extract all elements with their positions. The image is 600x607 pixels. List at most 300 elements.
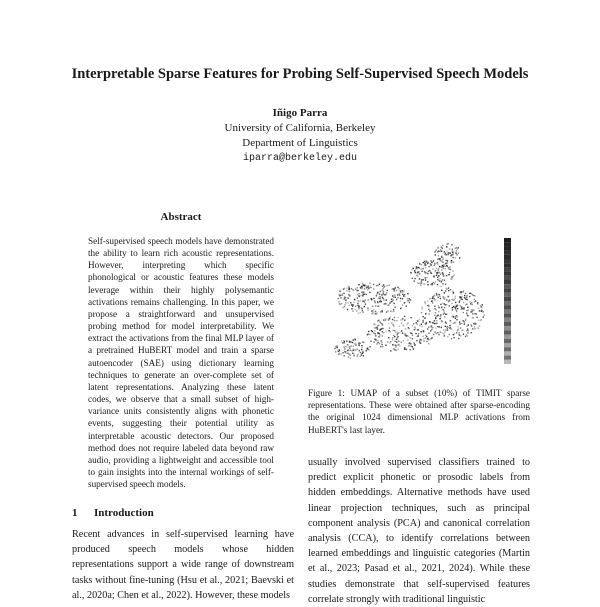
umap-point: [365, 299, 366, 300]
umap-point: [396, 341, 397, 342]
umap-point: [362, 311, 363, 312]
umap-point: [362, 353, 363, 354]
umap-point: [410, 343, 411, 344]
umap-point: [352, 306, 353, 307]
umap-point: [444, 292, 445, 293]
umap-point: [357, 305, 358, 306]
umap-point: [427, 284, 428, 285]
umap-point: [449, 325, 450, 326]
umap-point: [441, 251, 442, 252]
introduction-text-left: Recent advances in self-supervised learning have produced speech models whose hidden representations support a wide range of downstream tasks without fine-tuning (Hsu et al., 2021; Baevski et al., 2020a; Chen et al., 2022). However, these models: [72, 529, 294, 601]
umap-point: [442, 272, 443, 273]
umap-point: [442, 262, 443, 263]
umap-point: [361, 308, 362, 309]
umap-point: [474, 295, 475, 296]
umap-point: [417, 329, 418, 330]
umap-point: [403, 290, 404, 291]
umap-point: [479, 325, 480, 326]
umap-point: [449, 305, 450, 306]
umap-point: [452, 252, 453, 253]
umap-point: [406, 324, 407, 325]
umap-point: [456, 254, 457, 255]
umap-point: [386, 299, 387, 300]
umap-point: [483, 311, 484, 312]
umap-point: [373, 341, 374, 342]
umap-point: [448, 252, 449, 253]
umap-point: [358, 343, 359, 344]
umap-point: [362, 295, 363, 296]
umap-point: [392, 311, 393, 312]
umap-point: [437, 297, 438, 298]
umap-point: [393, 348, 394, 349]
colorbar-segment: [504, 305, 511, 309]
umap-point: [477, 302, 478, 303]
umap-point: [342, 293, 343, 294]
umap-point: [356, 310, 357, 311]
umap-point: [383, 332, 384, 333]
umap-point: [419, 282, 420, 283]
umap-point: [382, 286, 383, 287]
umap-point: [368, 334, 369, 335]
umap-point: [415, 328, 416, 329]
umap-point: [446, 323, 447, 324]
umap-point: [395, 346, 396, 347]
umap-point: [429, 270, 430, 271]
umap-point: [455, 308, 456, 309]
umap-point: [442, 260, 443, 261]
umap-point: [416, 266, 417, 267]
umap-point: [380, 322, 381, 323]
umap-point: [408, 327, 409, 328]
umap-point: [375, 339, 376, 340]
umap-point: [455, 257, 456, 258]
abstract-body: Self-supervised speech models have demonstrated the ability to learn rich acoustic representations. However, interpreting which specific phonological or acoustic features these models leverage within their highly polysemantic activations remains challenging. In this paper, we propose a straightforward and unsupervised probing method for model interpretability. We extract the activations from the final MLP layer of a pretrained HuBERT model and train a sparse autoencoder (SAE) using dictionary learning techniques to generate an over-complete set of latent representations. Analyzing these latent codes, we observe that a small subset of high-variance units consistently aligns with phonetic events, suggesting their potential utility as interpretable acoustic detectors. Our proposed method does not require labeled data beyond raw audio, providing a lightweight and accessible tool to gain insights into the internal workings of self-supervised speech models.: [88, 236, 274, 490]
umap-point: [455, 309, 456, 310]
umap-point: [393, 326, 394, 327]
umap-point: [424, 301, 425, 302]
colorbar-segment: [504, 284, 511, 288]
umap-point: [375, 335, 376, 336]
umap-point: [465, 336, 466, 337]
umap-point: [434, 306, 435, 307]
umap-point: [347, 353, 348, 354]
umap-point: [445, 314, 446, 315]
umap-point: [430, 272, 431, 273]
umap-point: [437, 277, 438, 278]
umap-point: [360, 287, 361, 288]
umap-point: [406, 306, 407, 307]
umap-point: [406, 335, 407, 336]
umap-point: [409, 299, 410, 300]
umap-point: [444, 280, 445, 281]
umap-point: [362, 351, 363, 352]
umap-point: [411, 346, 412, 347]
umap-point: [457, 330, 458, 331]
umap-point: [421, 264, 422, 265]
figure-caption: Figure 1: UMAP of a subset (10%) of TIMIT sparse representations. These were obtained after sparse-encoding the original 1024 dimensional MLP activations from HuBERT's last layer.: [308, 388, 530, 435]
umap-point: [351, 288, 352, 289]
umap-point: [369, 287, 370, 288]
umap-point: [405, 328, 406, 329]
umap-point: [434, 320, 435, 321]
umap-point: [396, 320, 397, 321]
umap-point: [413, 323, 414, 324]
umap-point: [350, 302, 351, 303]
umap-point: [386, 292, 387, 293]
umap-point: [393, 309, 394, 310]
umap-point: [456, 315, 457, 316]
umap-point: [448, 290, 449, 291]
umap-point: [353, 353, 354, 354]
umap-point: [437, 259, 438, 260]
umap-point: [349, 354, 350, 355]
umap-point: [339, 353, 340, 354]
umap-point: [379, 333, 380, 334]
umap-point: [371, 298, 372, 299]
umap-point: [400, 301, 401, 302]
umap-point: [409, 302, 410, 303]
umap-point: [410, 272, 411, 273]
umap-point: [391, 299, 392, 300]
umap-point: [450, 269, 451, 270]
umap-point: [393, 330, 394, 331]
umap-point: [355, 309, 356, 310]
umap-point: [397, 334, 398, 335]
umap-point: [371, 313, 372, 314]
umap-point: [434, 323, 435, 324]
umap-point: [417, 324, 418, 325]
umap-point: [348, 294, 349, 295]
umap-point: [344, 296, 345, 297]
umap-point: [447, 265, 448, 266]
umap-point: [449, 272, 450, 273]
umap-point: [432, 322, 433, 323]
umap-point: [439, 278, 440, 279]
umap-point: [395, 332, 396, 333]
umap-point: [428, 313, 429, 314]
umap-point: [381, 310, 382, 311]
umap-point: [419, 319, 420, 320]
colorbar-segment: [504, 280, 511, 284]
umap-point: [440, 260, 441, 261]
umap-point: [445, 284, 446, 285]
umap-point: [374, 330, 375, 331]
umap-point: [369, 349, 370, 350]
umap-point: [462, 299, 463, 300]
umap-point: [400, 292, 401, 293]
umap-point: [361, 349, 362, 350]
umap-point: [461, 307, 462, 308]
umap-point: [436, 333, 437, 334]
section-title: Introduction: [94, 507, 154, 519]
umap-point: [455, 322, 456, 323]
umap-point: [471, 302, 472, 303]
umap-point: [379, 298, 380, 299]
umap-point: [397, 287, 398, 288]
umap-point: [438, 279, 439, 280]
umap-point: [363, 355, 364, 356]
umap-point: [344, 304, 345, 305]
umap-point: [381, 342, 382, 343]
umap-point: [440, 274, 441, 275]
umap-point: [422, 336, 423, 337]
umap-point: [425, 267, 426, 268]
colorbar-segment: [504, 297, 511, 301]
colorbar-segment: [504, 293, 511, 297]
umap-point: [422, 308, 423, 309]
umap-point: [466, 299, 467, 300]
umap-point: [387, 341, 388, 342]
umap-point: [358, 345, 359, 346]
umap-point: [377, 328, 378, 329]
umap-point: [442, 245, 443, 246]
umap-point: [472, 295, 473, 296]
umap-point: [347, 344, 348, 345]
umap-point: [434, 295, 435, 296]
umap-point: [454, 299, 455, 300]
umap-point: [425, 313, 426, 314]
umap-point: [434, 315, 435, 316]
umap-point: [483, 316, 484, 317]
umap-point: [377, 332, 378, 333]
umap-point: [467, 307, 468, 308]
umap-point: [403, 340, 404, 341]
umap-point: [391, 322, 392, 323]
umap-point: [463, 307, 464, 308]
umap-point: [344, 306, 345, 307]
umap-point: [373, 284, 374, 285]
umap-point: [357, 297, 358, 298]
umap-point: [345, 300, 346, 301]
umap-point: [428, 343, 429, 344]
umap-point: [459, 296, 460, 297]
umap-point: [399, 295, 400, 296]
umap-point: [371, 311, 372, 312]
umap-point: [402, 292, 403, 293]
umap-point: [415, 272, 416, 273]
umap-point: [450, 328, 451, 329]
umap-point: [415, 268, 416, 269]
umap-point: [456, 248, 457, 249]
umap-point: [440, 249, 441, 250]
umap-point: [436, 309, 437, 310]
umap-point: [438, 311, 439, 312]
umap-point: [449, 266, 450, 267]
umap-point: [392, 339, 393, 340]
colorbar-segment: [504, 288, 511, 292]
umap-point: [365, 285, 366, 286]
umap-point: [424, 317, 425, 318]
umap-point: [364, 306, 365, 307]
umap-point: [423, 279, 424, 280]
umap-point: [421, 281, 422, 282]
umap-point: [442, 274, 443, 275]
umap-point: [418, 333, 419, 334]
umap-point: [454, 333, 455, 334]
umap-point: [371, 330, 372, 331]
umap-point: [435, 312, 436, 313]
umap-point: [447, 329, 448, 330]
umap-point: [440, 298, 441, 299]
umap-point: [393, 288, 394, 289]
umap-point: [398, 317, 399, 318]
umap-point: [466, 330, 467, 331]
umap-point: [399, 293, 400, 294]
umap-point: [474, 299, 475, 300]
umap-point: [358, 284, 359, 285]
umap-point: [438, 305, 439, 306]
umap-point: [394, 330, 395, 331]
umap-point: [342, 295, 343, 296]
umap-point: [340, 297, 341, 298]
umap-point: [380, 311, 381, 312]
umap-point: [467, 315, 468, 316]
umap-point: [442, 302, 443, 303]
umap-point: [438, 307, 439, 308]
umap-point: [416, 341, 417, 342]
colorbar-segment: [504, 238, 511, 242]
umap-point: [439, 266, 440, 267]
umap-point: [439, 296, 440, 297]
umap-point: [353, 339, 354, 340]
umap-point: [360, 352, 361, 353]
umap-point: [379, 294, 380, 295]
umap-point: [428, 309, 429, 310]
umap-point: [352, 353, 353, 354]
umap-point: [434, 308, 435, 309]
umap-point: [445, 321, 446, 322]
umap-point: [437, 251, 438, 252]
umap-point: [478, 308, 479, 309]
umap-point: [392, 324, 393, 325]
umap-point: [399, 326, 400, 327]
umap-point: [421, 283, 422, 284]
umap-point: [421, 279, 422, 280]
umap-point: [443, 298, 444, 299]
umap-point: [421, 312, 422, 313]
umap-point: [429, 321, 430, 322]
umap-point: [437, 284, 438, 285]
umap-point: [440, 331, 441, 332]
colorbar: [504, 238, 511, 364]
umap-point: [389, 303, 390, 304]
umap-point: [394, 336, 395, 337]
umap-point: [395, 349, 396, 350]
umap-point: [392, 337, 393, 338]
umap-point: [342, 307, 343, 308]
umap-point: [407, 339, 408, 340]
umap-point: [451, 299, 452, 300]
umap-point: [370, 341, 371, 342]
umap-point: [435, 328, 436, 329]
umap-point: [400, 319, 401, 320]
umap-point: [345, 302, 346, 303]
figure-umap: [312, 228, 530, 376]
umap-point: [383, 291, 384, 292]
author-affiliation: University of California, Berkeley: [224, 122, 376, 134]
umap-point: [441, 307, 442, 308]
umap-point: [454, 274, 455, 275]
umap-point: [478, 327, 479, 328]
umap-point: [420, 269, 421, 270]
umap-point: [458, 338, 459, 339]
umap-point: [424, 261, 425, 262]
colorbar-segment: [504, 263, 511, 267]
umap-point: [404, 296, 405, 297]
umap-point: [367, 286, 368, 287]
umap-point: [379, 330, 380, 331]
umap-point: [425, 277, 426, 278]
umap-point: [365, 303, 366, 304]
umap-point: [405, 333, 406, 334]
umap-point: [353, 355, 354, 356]
umap-point: [464, 323, 465, 324]
umap-point: [474, 328, 475, 329]
umap-point: [439, 280, 440, 281]
umap-point: [413, 268, 414, 269]
umap-point: [460, 327, 461, 328]
umap-point: [358, 308, 359, 309]
umap-point: [335, 346, 336, 347]
umap-point: [376, 343, 377, 344]
umap-point: [349, 305, 350, 306]
umap-point: [422, 268, 423, 269]
umap-point: [340, 353, 341, 354]
umap-point: [455, 316, 456, 317]
umap-point: [430, 326, 431, 327]
umap-point: [472, 328, 473, 329]
umap-point: [442, 259, 443, 260]
umap-point: [367, 309, 368, 310]
umap-point: [445, 266, 446, 267]
umap-point: [351, 304, 352, 305]
umap-point: [438, 294, 439, 295]
umap-point: [432, 302, 433, 303]
umap-point: [450, 278, 451, 279]
umap-point: [459, 323, 460, 324]
umap-point: [469, 296, 470, 297]
umap-point: [402, 318, 403, 319]
umap-point: [441, 286, 442, 287]
umap-point: [360, 312, 361, 313]
umap-point: [392, 344, 393, 345]
umap-point: [467, 310, 468, 311]
umap-point: [443, 264, 444, 265]
umap-point: [452, 307, 453, 308]
umap-point: [363, 294, 364, 295]
umap-point: [358, 290, 359, 291]
umap-point: [444, 303, 445, 304]
umap-point: [350, 350, 351, 351]
umap-point: [401, 330, 402, 331]
umap-point: [380, 291, 381, 292]
umap-point: [380, 346, 381, 347]
umap-point: [426, 277, 427, 278]
umap-point: [466, 313, 467, 314]
umap-point: [389, 318, 390, 319]
umap-point: [444, 331, 445, 332]
umap-point: [385, 320, 386, 321]
umap-point: [342, 352, 343, 353]
umap-point: [393, 299, 394, 300]
umap-point: [425, 335, 426, 336]
umap-point: [407, 336, 408, 337]
umap-point: [402, 319, 403, 320]
umap-point: [375, 311, 376, 312]
umap-point: [376, 295, 377, 296]
umap-point: [381, 328, 382, 329]
umap-point: [443, 309, 444, 310]
